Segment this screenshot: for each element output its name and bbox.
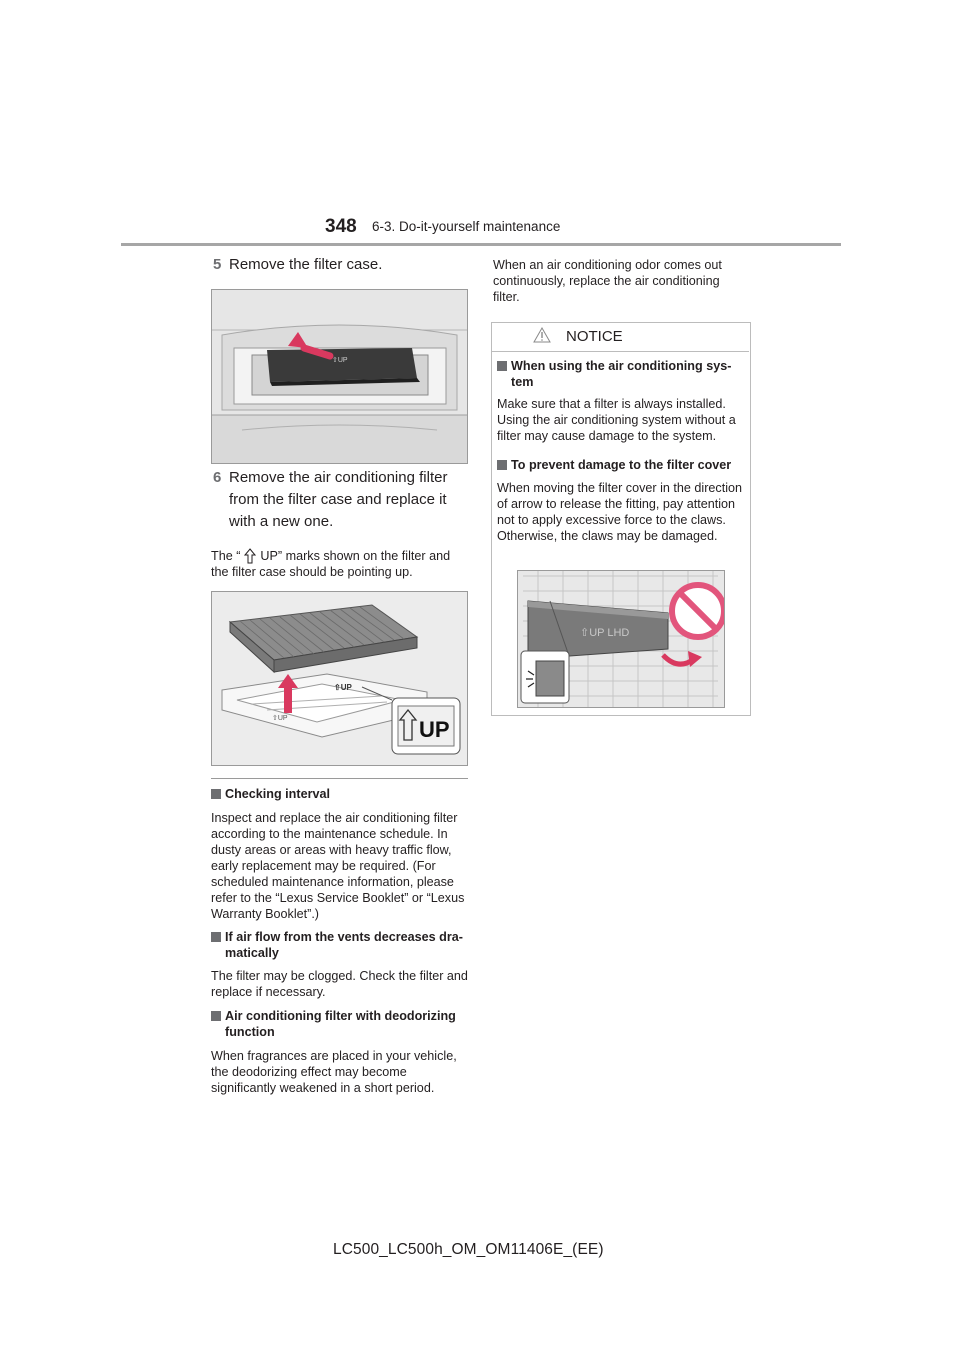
step-text: Remove the air conditioning filter from the filter case and replace it with a new one. (229, 469, 448, 530)
document-footer: LC500_LC500h_OM_OM11406E_(EE) (333, 1241, 604, 1258)
step-text: Remove the filter case. (229, 256, 383, 273)
up-label: UP (419, 717, 450, 742)
svg-text:⇧UP: ⇧UP (334, 683, 352, 692)
filter-illustration (212, 592, 467, 765)
heading-text: Air conditioning filter with deodorizing (225, 1009, 456, 1023)
figure-filter-cover-caution (517, 570, 725, 708)
heading-air-flow (211, 929, 469, 961)
warning-triangle-icon (533, 327, 551, 348)
step-number: 6 (213, 469, 222, 486)
heading-text-continued: matically (225, 946, 279, 960)
notice-heading-filter-cover (497, 457, 745, 473)
step-number: 5 (213, 256, 222, 273)
note-text-start: The “ (211, 549, 241, 563)
svg-text:⇧UP: ⇧UP (272, 715, 288, 722)
note-text-end: UP” marks shown on the filter and the filter case should be pointing up. (211, 549, 451, 579)
bullet-square-icon (211, 932, 221, 942)
checking-interval-body: Inspect and replace the air conditioning filter according to the maintenance schedule. In dusty areas or areas with heavy traffic flow, early replacement may be required. (For scheduled maintenance information, please refer to the “Lexus Service Booklet” or “Lexus Warranty Booklet”.) (211, 811, 465, 921)
bullet-square-icon (211, 1011, 221, 1021)
heading-text: If air flow from the vents decreases dra- (225, 930, 463, 944)
bullet-square-icon (497, 361, 507, 371)
notice-title: NOTICE (566, 328, 623, 345)
heading-deodorizing (211, 1008, 469, 1040)
up-arrow-icon (244, 548, 256, 564)
direction-arrow (284, 687, 292, 713)
notice-filter-cover-body: When moving the filter cover in the direction of arrow to release the fitting, pay attention not to apply excessive force to the claws. Otherwise, the claws may be damaged. (497, 481, 742, 543)
svg-text:⇧UP: ⇧UP (332, 357, 348, 364)
deodorizing-body: When fragrances are placed in your vehicle, the deodorizing effect may become significantly weakened in a short period. (211, 1049, 457, 1095)
bullet-square-icon (497, 460, 507, 470)
figure-replace-filter (211, 591, 468, 766)
air-flow-body: The filter may be clogged. Check the filter and replace if necessary. (211, 969, 468, 999)
header-rule (121, 243, 841, 246)
section-divider (211, 778, 468, 779)
heading-text-continued: tem (511, 375, 534, 389)
filter-cover-illustration (518, 571, 724, 707)
step-5 (213, 254, 473, 278)
section-title: 6-3. Do-it-yourself maintenance (372, 219, 561, 234)
notice-heading-ac-system (497, 358, 745, 390)
heading-text: When using the air conditioning sys- (511, 359, 732, 373)
notice-ac-system-body: Make sure that a filter is always installed. Using the air conditioning system without a filter may cause damage to the system. (497, 397, 736, 443)
cover-label: ⇧UP LHD (580, 627, 630, 639)
page-number: 348 (325, 216, 357, 237)
figure-remove-filter-case (211, 289, 468, 464)
heading-checking-interval (211, 786, 469, 802)
filter-case-illustration (212, 290, 467, 463)
notice-divider (491, 351, 749, 352)
heading-text: Checking interval (225, 787, 330, 801)
heading-text: To prevent damage to the filter cover (511, 458, 732, 472)
up-mark-note (211, 548, 469, 580)
odor-note: When an air conditioning odor comes out continuously, replace the air conditioning filter. (493, 258, 722, 304)
bullet-square-icon (211, 789, 221, 799)
heading-text-continued: function (225, 1025, 275, 1039)
step-6 (213, 467, 473, 535)
